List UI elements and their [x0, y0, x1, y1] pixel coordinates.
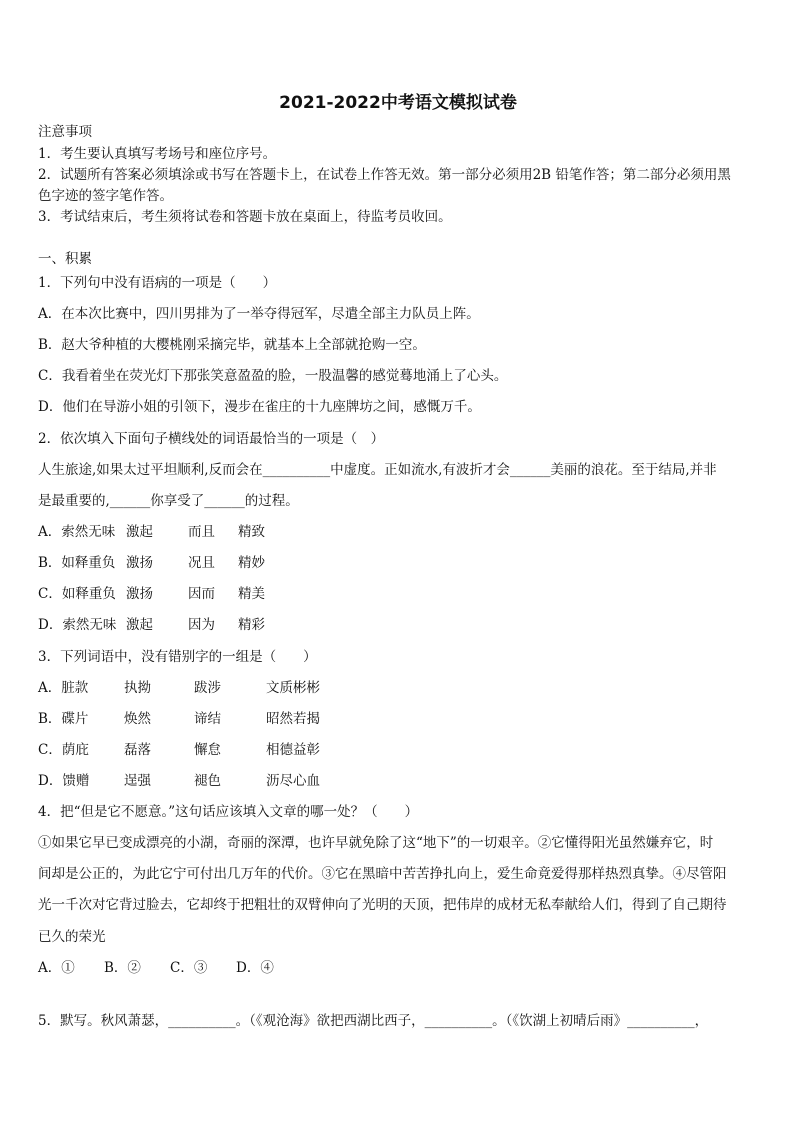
q4-option-b: B．②: [104, 960, 141, 976]
q2-option-d: D．索然无味 激起 因为 精彩: [38, 617, 265, 633]
q3-option-c: C．荫庇 磊落 懈怠 相德益彰: [38, 742, 320, 758]
question-stem-5: 5．默写。秋风萧瑟，__________。（《观沧海》欲把西湖比西子，__________。（《饮湖上初晴后雨》__________，: [38, 1013, 709, 1029]
q1-option-c: C．我看着坐在荧光灯下那张笑意盈盈的脸，一股温馨的感觉蓦地涌上了心头。: [38, 368, 508, 384]
q4-options: [38, 956, 302, 976]
q4-passage: 已久的荣光: [38, 929, 106, 945]
question-stem-3: 3．下列词语中，没有错别字的一组是（ ）: [38, 649, 317, 665]
notice-item: 1．考生要认真填写考场号和座位序号。: [38, 146, 277, 162]
notice-heading: 注意事项: [38, 124, 92, 140]
q4-passage: 间却是公正的，为此它宁可付出几万年的代价。③它在黑暗中苦苦挣扎向上，爱生命竟爱得那样热烈真挚。④尽管阳: [38, 866, 727, 882]
notice-item: 2．试题所有答案必须填涂或书写在答题卡上，在试卷上作答无效。第一部分必须用2B 铅笔作答；第二部分必须用黑: [38, 167, 731, 183]
notice-item: 3．考试结束后，考生须将试卷和答题卡放在桌面上，待监考员收回。: [38, 209, 452, 225]
q1-option-d: D．他们在导游小姐的引领下，漫步在雀庄的十九座牌坊之间，感慨万千。: [38, 399, 481, 415]
q2-option-c: C．如释重负 激扬 因而 精美: [38, 586, 265, 602]
q4-option-d: D．④: [236, 960, 274, 976]
page-title: 2021-2022中考语文模拟试卷: [279, 93, 517, 113]
q4-passage: 光一千次对它背过脸去，它却终于把粗壮的双臂伸向了光明的天顶，把伟岸的成材无私奉献给人们，得到了自己期待: [38, 897, 727, 913]
q1-option-a: A．在本次比赛中，四川男排为了一举夺得冠军，尽遣全部主力队员上阵。: [38, 306, 480, 322]
q4-passage: ①如果它早已变成漂亮的小湖，奇丽的深潭，也许早就免除了这“地下”的一切艰辛。②它懂得阳光虽然嫌弃它，时: [38, 835, 714, 851]
question-stem-2: 2．依次填入下面句子横线处的词语最恰当的一项是（ ）: [38, 431, 385, 447]
section-heading: 一、积累: [38, 251, 92, 267]
q1-option-b: B．赵大爷种植的大樱桃刚采摘完毕，就基本上全部就抢购一空。: [38, 337, 426, 353]
question-stem-4: 4．把“但是它不愿意。”这句话应该填入文章的哪一处？（ ）: [38, 804, 419, 820]
q2-passage: 是最重要的,______你享受了______的过程。: [38, 493, 299, 509]
q4-option-c: C．③: [170, 960, 208, 976]
q2-option-a: A．索然无味 激起 而且 精致: [38, 524, 265, 540]
notice-item: 色字迹的签字笔作答。: [38, 188, 173, 204]
q2-option-b: B．如释重负 激扬 况且 精妙: [38, 555, 265, 571]
q3-option-d: D．馈赠 逞强 褪色 沥尽心血: [38, 773, 320, 789]
q3-option-b: B．碟片 焕然 谛结 昭然若揭: [38, 711, 320, 727]
q4-option-a: A．①: [38, 960, 75, 976]
q2-passage: 人生旅途,如果太过平坦顺利,反而会在__________中虚度。正如流水,有波折才会______美丽的浪花。至于结局,并非: [38, 462, 717, 478]
question-stem-1: 1．下列句中没有语病的一项是（ ）: [38, 275, 277, 291]
q3-option-a: A．脏款 执拗 跋涉 文质彬彬: [38, 680, 320, 696]
